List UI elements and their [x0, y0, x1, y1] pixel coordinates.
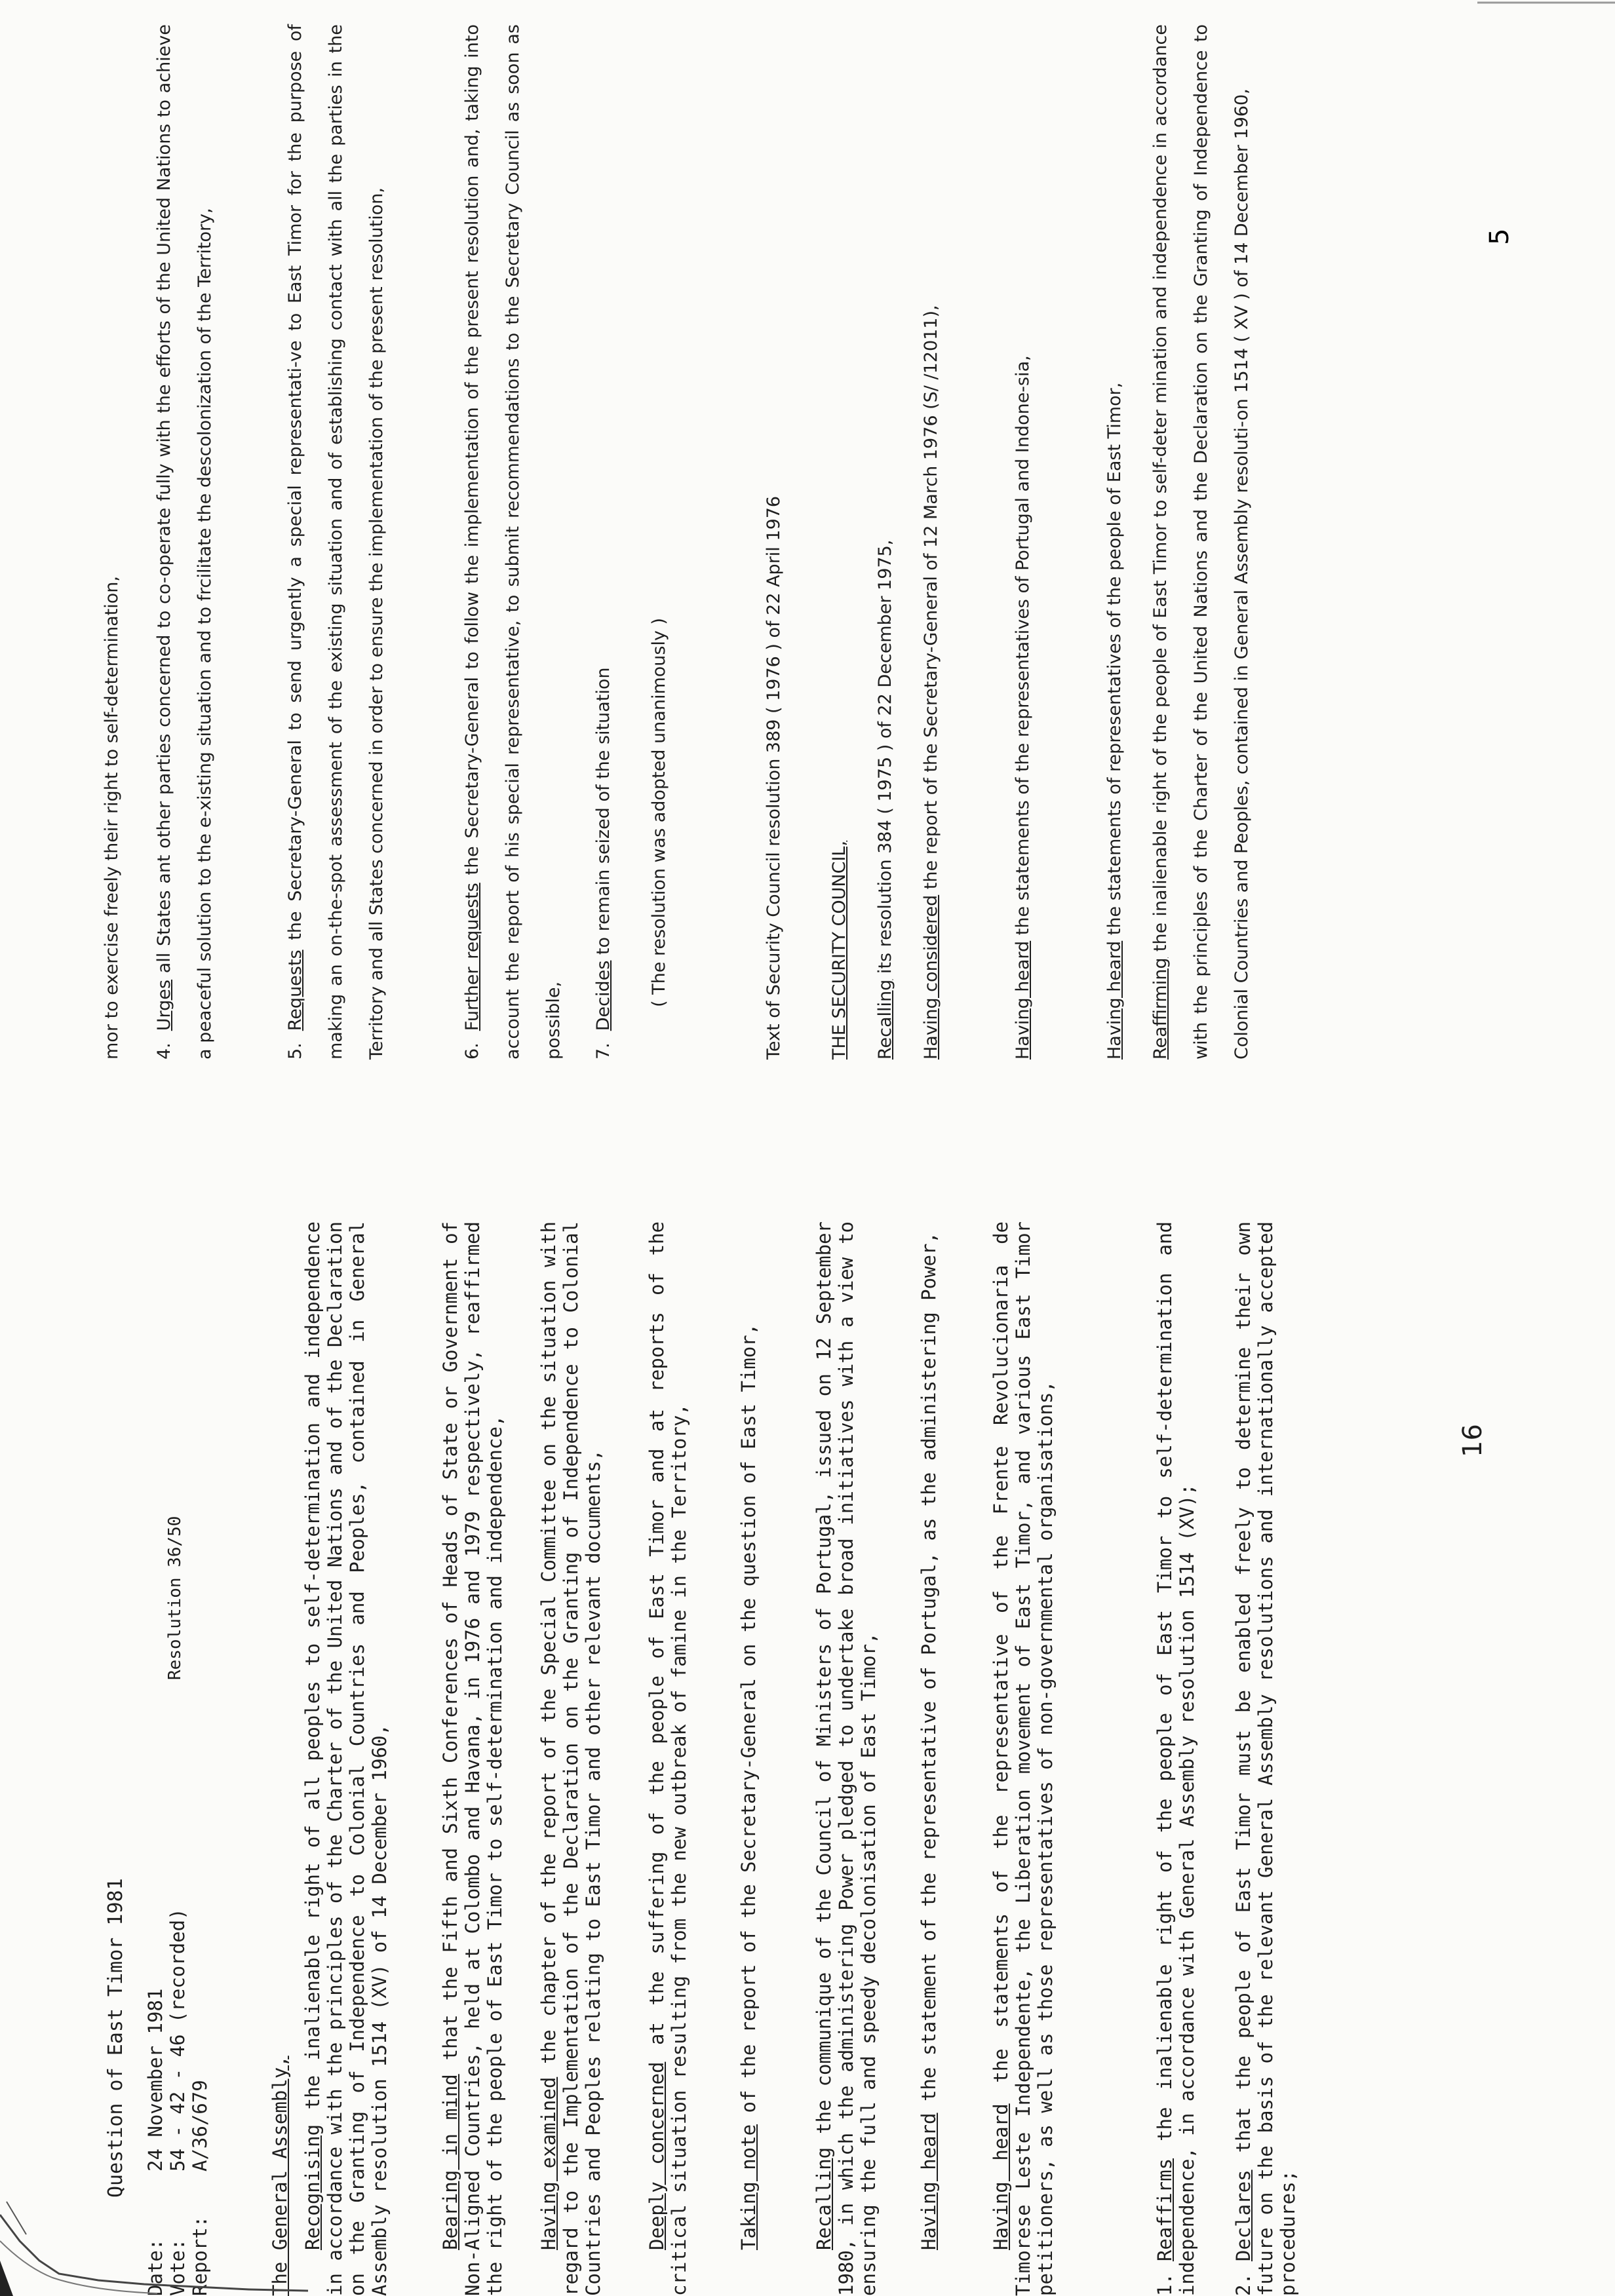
meta-vote [166, 1248, 189, 2296]
paragraph-lead: Bearing in mind [439, 2074, 461, 2250]
meta-label: Date: [144, 2238, 166, 2296]
paragraph-text: the report of the Secretary-General of 12 March 1976 (S/ /12011), [921, 305, 941, 895]
paragraph-lead: Requests [285, 949, 305, 1031]
paragraph-text: the inalienable right of the people of East Timor to self-deter mination and independence in accordance with the principles of the Charter of the United Nations and the Declaration on the Granting of Independence to Colonial Countries and Peoples, contained in General Assembly resoluti-on 1514 ( XV ) of 14 December 1960, [1150, 24, 1252, 1060]
paragraph-lead: Taking note [737, 2124, 760, 2250]
paragraph-text: of the report of the Secretary-General on the question of East Timor, [737, 1323, 760, 2124]
preamble-paragraph [537, 1221, 604, 2296]
paragraph-text: all States ant other parties concerned to co-operate fully with the efforts of the United Nations to achieve a peaceful solution to the e-xisting situation and to frcilitate the descolonization of the Territory, [154, 24, 215, 1060]
preamble-paragraph [990, 1221, 1057, 2296]
paragraph-lead: Recalling [875, 979, 895, 1060]
preamble-paragraph [646, 1221, 690, 2296]
paragraph-text: to remain seized of the situation [593, 667, 613, 961]
paragraph-lead: Declares [1232, 2170, 1255, 2262]
preamble-paragraph [439, 1221, 506, 2296]
carryover-line: mor to exercise freely their right to self-determination, [102, 576, 122, 1060]
security-council-heading: THE SECURITY COUNCIL, [829, 840, 849, 1060]
adoption-note: ( The resolution was adopted unanimously ) [649, 617, 669, 1007]
paragraph-lead: Recognising [302, 2124, 324, 2250]
page-number: 5 [1485, 228, 1515, 245]
council-paragraph [1095, 24, 1135, 1060]
paragraph-number: 4. [154, 1043, 174, 1060]
council-paragraph [1140, 24, 1262, 1060]
paragraph-text: the statements of the representative of the Frente Revolucionaria de Timorese Leste Independente, the Liberation movement of East Timor, and various East Timor petitioners, as well as those representatives of non-governmental organisations, [990, 1221, 1057, 2296]
paragraph-lead: Reaffirming [1150, 957, 1171, 1060]
preamble-paragraph [737, 1221, 760, 2296]
operative-paragraph [583, 24, 624, 1060]
preamble-paragraph [918, 1221, 940, 2296]
meta-value: A/36/679 [189, 2080, 211, 2172]
meta-date [144, 1248, 166, 2296]
paragraph-text: the statements of the representatives of Portugal and Indone-sia, [1013, 355, 1033, 941]
paragraph-lead: Deeply concerned [646, 2061, 668, 2250]
paragraph-text: the communique of the Council of Ministers of Portugal, issued on 12 September 1980, in which the administering Power pledged to undertake broad initiatives with a view to ensuring the full and speedy decolonisation of East Timor, [813, 1221, 880, 2296]
paragraph-lead: Having considered [921, 894, 941, 1060]
paragraph-number: 7. [593, 1043, 613, 1060]
preamble-paragraph [813, 1221, 880, 2296]
resolution-reference: Resolution 36/50 [165, 1516, 185, 1680]
council-paragraph [911, 24, 952, 1060]
meta-block [144, 1148, 262, 2296]
assembly-heading: The General Assembly, [269, 2056, 291, 2296]
preamble-paragraph [302, 1221, 391, 2296]
council-paragraph [1003, 24, 1043, 1060]
paragraph-number: 1. [1154, 2273, 1176, 2296]
paragraph-text: its resolution 384 ( 1975 ) of 22 December 1975, [875, 539, 895, 980]
paragraph-number: 5. [285, 1043, 305, 1060]
page-left [0, 1148, 1615, 2296]
paragraph-text: the inalienable right of the people of East Timor to self-determination and independence, in accordance with General Assembly resolution 1514 (XV); [1154, 1221, 1198, 2296]
meta-label: Report: [189, 2215, 211, 2296]
meta-report [189, 1248, 211, 2296]
paragraph-lead: Decides [593, 960, 613, 1031]
paragraph-number: 2. [1232, 2273, 1255, 2296]
paragraph-lead: Having heard [918, 2113, 940, 2250]
paragraph-lead: Having heard [990, 2103, 1012, 2250]
paragraph-lead: Having examined [537, 2076, 560, 2250]
paragraph-text: the inalienable right of all peoples to self-determination and independence in accordance with the principles of the Charter of the United Nations and of the Declaration on the Granting of Independence to Colonial Countries and Peoples, contained in General Assembly resolution 1514 (XV) of 14 December 1960, [302, 1221, 391, 2296]
paragraph-text: at the suffering of the people of East Timor and at reports of the critical situation resulting from the new outbreak of famine in the Territory, [646, 1221, 690, 2296]
paragraph-lead: Having heard [1104, 940, 1125, 1060]
paragraph-text: the Secretary-General to send urgently a special representati-ve to East Timor for the purpose of making an on-the-spot assessment of the existing situation and of establishing contact with all the parties in the Territory and all States concerned in order to ensure the implementation of the present resolution, [285, 24, 387, 1060]
paragraph-number: 6. [462, 1043, 482, 1060]
meta-label: Vote: [166, 2238, 189, 2296]
paragraph-text: the statements of representatives of the people of East Timor, [1104, 382, 1125, 941]
scan-shadow-mark [0, 2162, 315, 2296]
council-paragraph [865, 24, 906, 1060]
operative-paragraph [1154, 1221, 1198, 2296]
document-title: Question of East Timor 1981 [104, 1878, 127, 2198]
paragraph-text: the chapter of the report of the Special Committee on the situation with regard to the Implementation of the Declaration on the Granting of Independence to Colonial Countries and Peoples relating to East Timor and other relevant documents, [537, 1221, 604, 2296]
meta-value: 24 November 1981 [144, 1988, 166, 2172]
paragraph-lead: Having heard [1013, 940, 1033, 1060]
operative-paragraph [1232, 1221, 1299, 2296]
paragraph-text: that the people of East Timor must be enabled freely to determine their own future on the basis of the relevant General Assembly resolutions and internationally accepted procedures; [1232, 1221, 1299, 2296]
paragraph-lead: Reaffirms [1154, 2158, 1176, 2262]
page-number: 16 [1458, 1424, 1488, 1457]
paragraph-lead: Recalling [813, 2147, 835, 2250]
paragraph-text: the statement of the representative of Portugal, as the administering Power, [918, 1232, 940, 2113]
meta-value: 54 - 42 - 46 (recorded) [166, 1908, 189, 2172]
paragraph-text: the Secretary-General to follow the implementation of the present resolution and, taking into account the report of his special representative, to submit recommendations to the Secretary Council as soon as possible, [462, 24, 564, 1060]
paragraph-text: that the Fifth and Sixth Conferences of Heads of State or Government of Non-Aligned Countries, held at Colombo and Havana, in 1976 and 1979 respectively, reaffirmed the right of the people of East Timor to self-determination and independence, [439, 1221, 506, 2296]
operative-paragraph [452, 24, 574, 1060]
operative-paragraph [275, 24, 397, 1060]
security-council-title: Text of Security Council resolution 389 ( 1976 ) of 22 April 1976 [764, 495, 784, 1060]
paragraph-lead: Further requests [462, 883, 482, 1031]
paragraph-lead: Urges [154, 980, 174, 1031]
operative-paragraph [144, 24, 225, 1060]
